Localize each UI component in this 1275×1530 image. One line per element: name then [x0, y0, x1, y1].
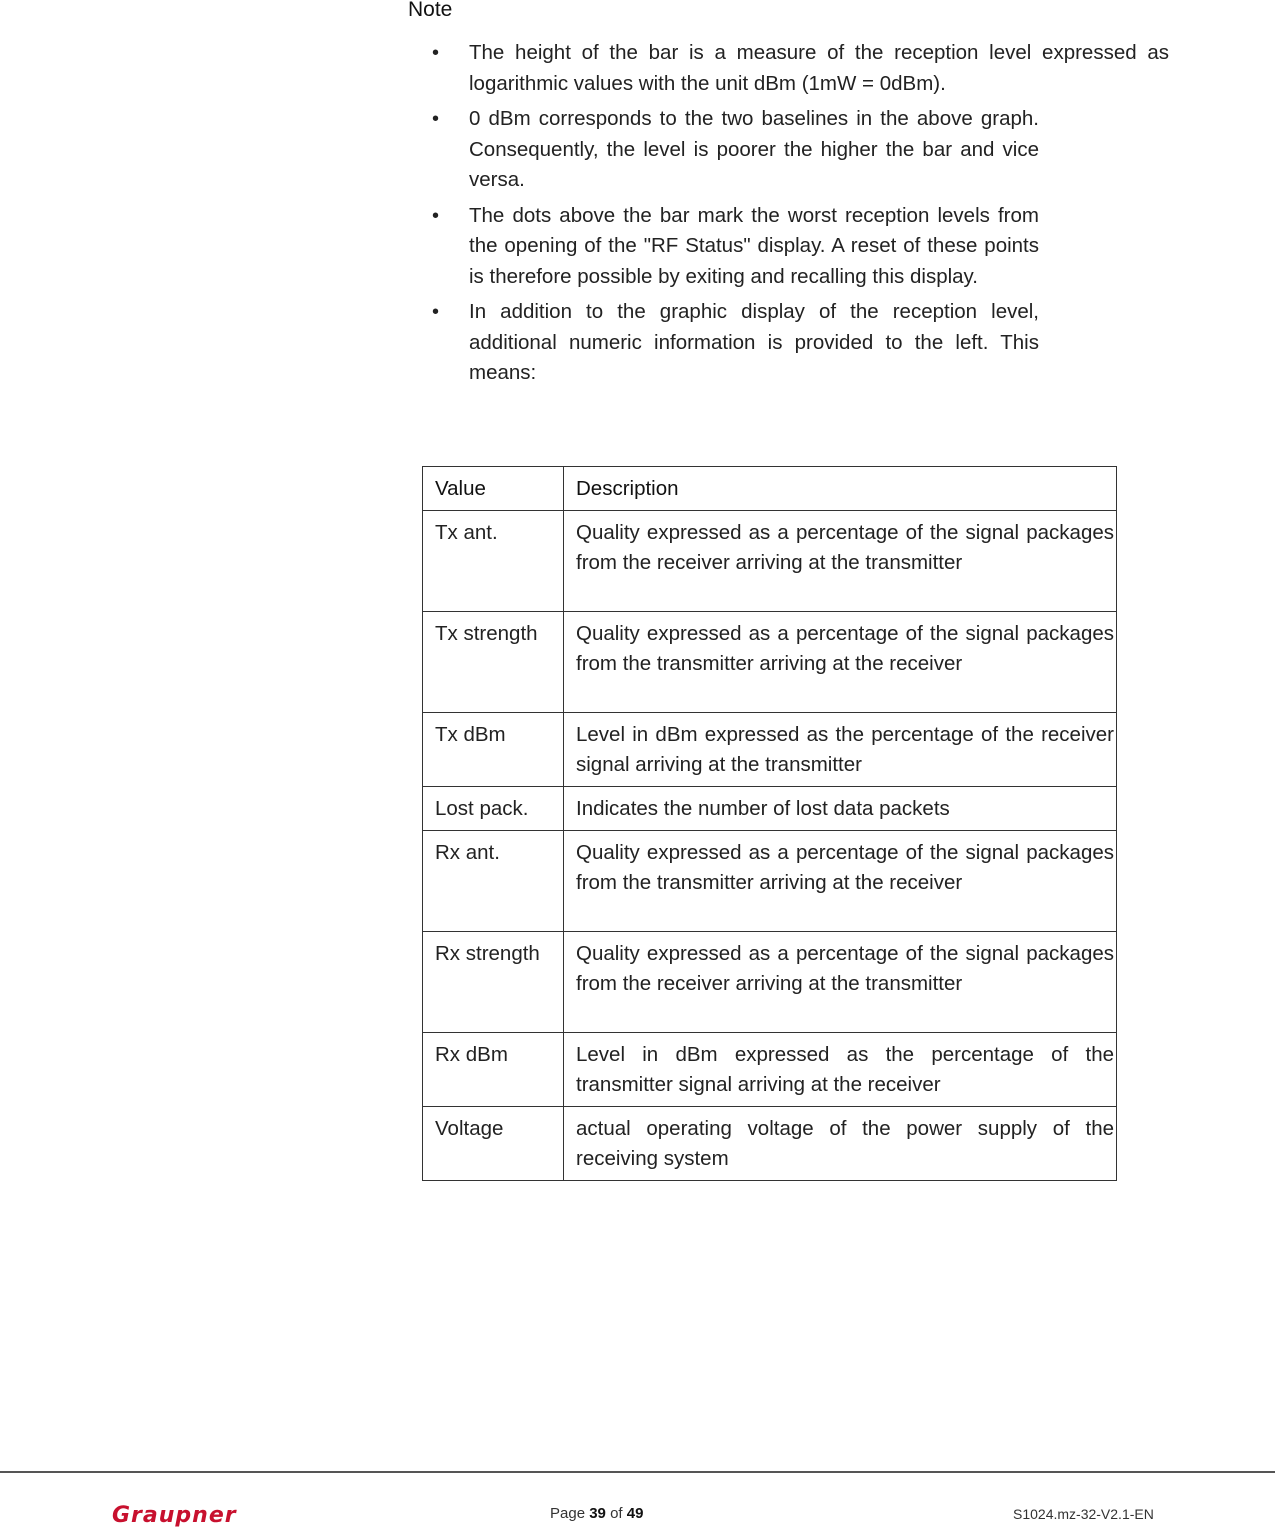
table-cell-value: Tx ant. — [423, 511, 564, 612]
bullet-text: The height of the bar is a measure of the reception level expressed as logarithmic values with the unit dBm (1mW = 0dBm). — [469, 41, 1169, 95]
table-cell-description: Quality expressed as a percentage of the signal packages from the transmitter arriving at the receiver — [564, 831, 1117, 932]
bullet-item — [430, 201, 1039, 293]
bullet-text: In addition to the graphic display of the reception level, additional numeric information is provided to the left. This means: — [469, 300, 1039, 384]
bullet-dot-icon: • — [432, 42, 440, 64]
table-row — [423, 713, 1117, 787]
table-cell-description: Level in dBm expressed as the percentage of the transmitter signal arriving at the receiver — [564, 1033, 1117, 1107]
brand-logo: Graupner — [112, 1503, 237, 1528]
table-cell-value: Rx dBm — [423, 1033, 564, 1107]
table-row — [423, 1107, 1117, 1181]
bullet-item — [430, 297, 1039, 389]
table-cell-value: Rx strength — [423, 932, 564, 1033]
table-row — [423, 787, 1117, 831]
table-header-row — [423, 467, 1117, 511]
page-total: 49 — [626, 1505, 644, 1522]
table-row — [423, 511, 1117, 612]
bullet-item — [430, 38, 1169, 99]
bullet-dot-icon: • — [432, 108, 440, 130]
page-prefix: Page — [550, 1505, 586, 1522]
table-row — [423, 932, 1117, 1033]
table-row — [423, 612, 1117, 713]
table-cell-value: Tx strength — [423, 612, 564, 713]
bullet-dot-icon: • — [432, 301, 440, 323]
footer-divider — [0, 1471, 1275, 1473]
table-cell-description: Quality expressed as a percentage of the signal packages from the transmitter arriving at the receiver — [564, 612, 1117, 713]
table-cell-description: actual operating voltage of the power supply of the receiving system — [564, 1107, 1117, 1181]
page-number: 39 — [589, 1505, 606, 1522]
table-cell-value: Voltage — [423, 1107, 564, 1181]
page-indicator — [550, 1505, 643, 1522]
table-row — [423, 1033, 1117, 1107]
table-row — [423, 831, 1117, 932]
table-cell-description: Level in dBm expressed as the percentage of the receiver signal arriving at the transmitter — [564, 713, 1117, 787]
bullet-item — [430, 104, 1039, 196]
column-header-value: Value — [423, 467, 564, 511]
page-of: of — [610, 1505, 623, 1522]
bullet-text: The dots above the bar mark the worst reception levels from the opening of the "RF Status" display. A reset of these points is therefore possible by exiting and recalling this display. — [469, 203, 1039, 288]
value-description-table — [422, 466, 1117, 1181]
note-bullet-list — [430, 38, 1169, 394]
note-heading: Note — [408, 0, 453, 21]
table-cell-value: Lost pack. — [423, 787, 564, 831]
table-cell-value: Rx ant. — [423, 831, 564, 932]
table-cell-description: Quality expressed as a percentage of the signal packages from the receiver arriving at the transmitter — [564, 932, 1117, 1033]
column-header-description: Description — [564, 467, 1117, 511]
table-cell-value: Tx dBm — [423, 713, 564, 787]
table-cell-description: Indicates the number of lost data packets — [564, 787, 1117, 831]
document-id: S1024.mz-32-V2.1-EN — [1013, 1506, 1154, 1522]
bullet-dot-icon: • — [432, 204, 440, 227]
table-cell-description: Quality expressed as a percentage of the signal packages from the receiver arriving at the transmitter — [564, 511, 1117, 612]
bullet-text: 0 dBm corresponds to the two baselines in the above graph. Consequently, the level is poorer the higher the bar and vice versa. — [469, 107, 1039, 191]
